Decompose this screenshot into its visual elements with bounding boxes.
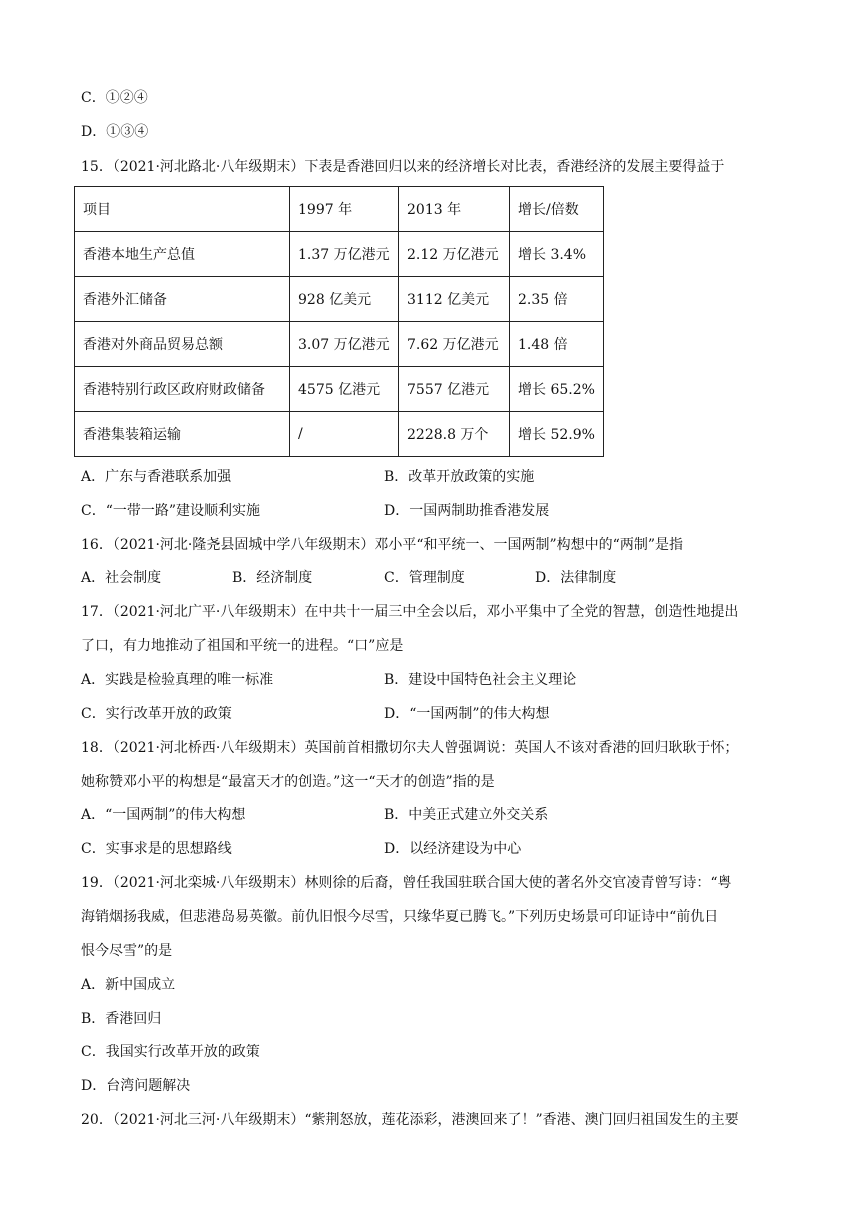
q17-option-c: C．实行改革开放的政策 [81, 706, 232, 722]
table-header-cell: 2013 年 [399, 187, 510, 232]
table-cell: 1.48 倍 [510, 322, 604, 367]
q18-stem-line2: 她称赞邓小平的构想是“最富天才的创造。”这一“天才的创造”指的是 [81, 774, 495, 790]
table-cell: 增长 52.9% [510, 412, 604, 457]
table-cell: 香港集装箱运输 [75, 412, 290, 457]
table-cell: 增长 65.2% [510, 367, 604, 412]
table-cell: / [290, 412, 399, 457]
q19-stem-line2: 海销烟扬我威，但悲港岛易英徽。前仇旧恨今尽雪，只缘华夏已腾飞。”下列历史场景可印证诗中“前仇日 [81, 909, 719, 925]
table-cell: 7557 亿港元 [399, 367, 510, 412]
table-row [75, 412, 604, 457]
table-header-cell: 项目 [75, 187, 290, 232]
q18-stem-line1: 18．（2021·河北桥西·八年级期末）英国前首相撒切尔夫人曾强调说：英国人不该对香港的回归耿耿于怀； [81, 740, 739, 756]
table-row [75, 277, 604, 322]
q20-stem-line1: 20．（2021·河北三河·八年级期末）“紫荆怒放，莲花添彩，港澳回来了！”香港、澳门回归祖国发生的主要 [81, 1112, 739, 1128]
table-header-row [75, 187, 604, 232]
q17-option-b: B．建设中国特色社会主义理论 [384, 672, 577, 688]
q18-option-d: D．以经济建设为中心 [384, 841, 522, 857]
q15-option-b: B．改革开放政策的实施 [384, 469, 535, 485]
table-cell: 2228.8 万个 [399, 412, 510, 457]
q14-option-d: D．①③④ [81, 124, 149, 140]
table-cell: 2.12 万亿港元 [399, 232, 510, 277]
table-cell: 1.37 万亿港元 [290, 232, 399, 277]
q15-option-d: D．一国两制助推香港发展 [384, 503, 550, 519]
q17-option-a: A．实践是检验真理的唯一标准 [81, 672, 274, 688]
table-cell: 3112 亿美元 [399, 277, 510, 322]
q15-stem: 15．（2021·河北路北·八年级期末）下表是香港回归以来的经济增长对比表，香港经济的发展主要得益于 [81, 159, 725, 175]
q19-option-d: D．台湾问题解决 [81, 1078, 191, 1094]
q19-option-a: A．新中国成立 [81, 977, 176, 993]
table-cell: 香港本地生产总值 [75, 232, 290, 277]
table-cell: 增长 3.4% [510, 232, 604, 277]
q19-option-c: C．我国实行改革开放的政策 [81, 1044, 260, 1060]
table-header-cell: 1997 年 [290, 187, 399, 232]
table-cell: 香港特别行政区政府财政储备 [75, 367, 290, 412]
q17-stem-line1: 17．（2021·河北广平·八年级期末）在中共十一届三中全会以后，邓小平集中了全党的智慧，创造性地提出 [81, 604, 739, 620]
table-row [75, 322, 604, 367]
table-cell: 4575 亿港元 [290, 367, 399, 412]
q15-option-c: C．“一带一路”建设顺利实施 [81, 503, 261, 519]
table-row [75, 232, 604, 277]
q19-stem-line3: 恨今尽雪”的是 [81, 943, 173, 959]
table-header-cell: 增长/倍数 [510, 187, 604, 232]
q17-option-d: D．“一国两制”的伟大构想 [384, 706, 550, 722]
q18-option-a: A．“一国两制”的伟大构想 [81, 807, 246, 823]
q15-option-a: A．广东与香港联系加强 [81, 469, 232, 485]
table-cell: 3.07 万亿港元 [290, 322, 399, 367]
q16-option-b: B．经济制度 [232, 570, 313, 586]
q16-option-a: A．社会制度 [81, 570, 162, 586]
table-cell: 2.35 倍 [510, 277, 604, 322]
table-cell: 香港外汇储备 [75, 277, 290, 322]
q18-option-c: C．实事求是的思想路线 [81, 841, 232, 857]
hk-economy-table [74, 186, 604, 457]
q18-option-b: B．中美正式建立外交关系 [384, 807, 549, 823]
q16-stem: 16．（2021·河北·隆尧县固城中学八年级期末）邓小平“和平统一、一国两制”构想中的“两制”是指 [81, 537, 683, 553]
table-row [75, 367, 604, 412]
q16-option-c: C．管理制度 [384, 570, 465, 586]
q17-stem-line2: 了口，有力地推动了祖国和平统一的进程。“口”应是 [81, 638, 404, 654]
q14-option-c: C．①②④ [81, 90, 148, 106]
table-cell: 香港对外商品贸易总额 [75, 322, 290, 367]
table-cell: 7.62 万亿港元 [399, 322, 510, 367]
q16-option-d: D．法律制度 [535, 570, 617, 586]
table-cell: 928 亿美元 [290, 277, 399, 322]
q19-stem-line1: 19．（2021·河北栾城·八年级期末）林则徐的后裔，曾任我国驻联合国大使的著名外交官凌青曾写诗：“粤 [81, 875, 732, 891]
q19-option-b: B．香港回归 [81, 1011, 162, 1027]
